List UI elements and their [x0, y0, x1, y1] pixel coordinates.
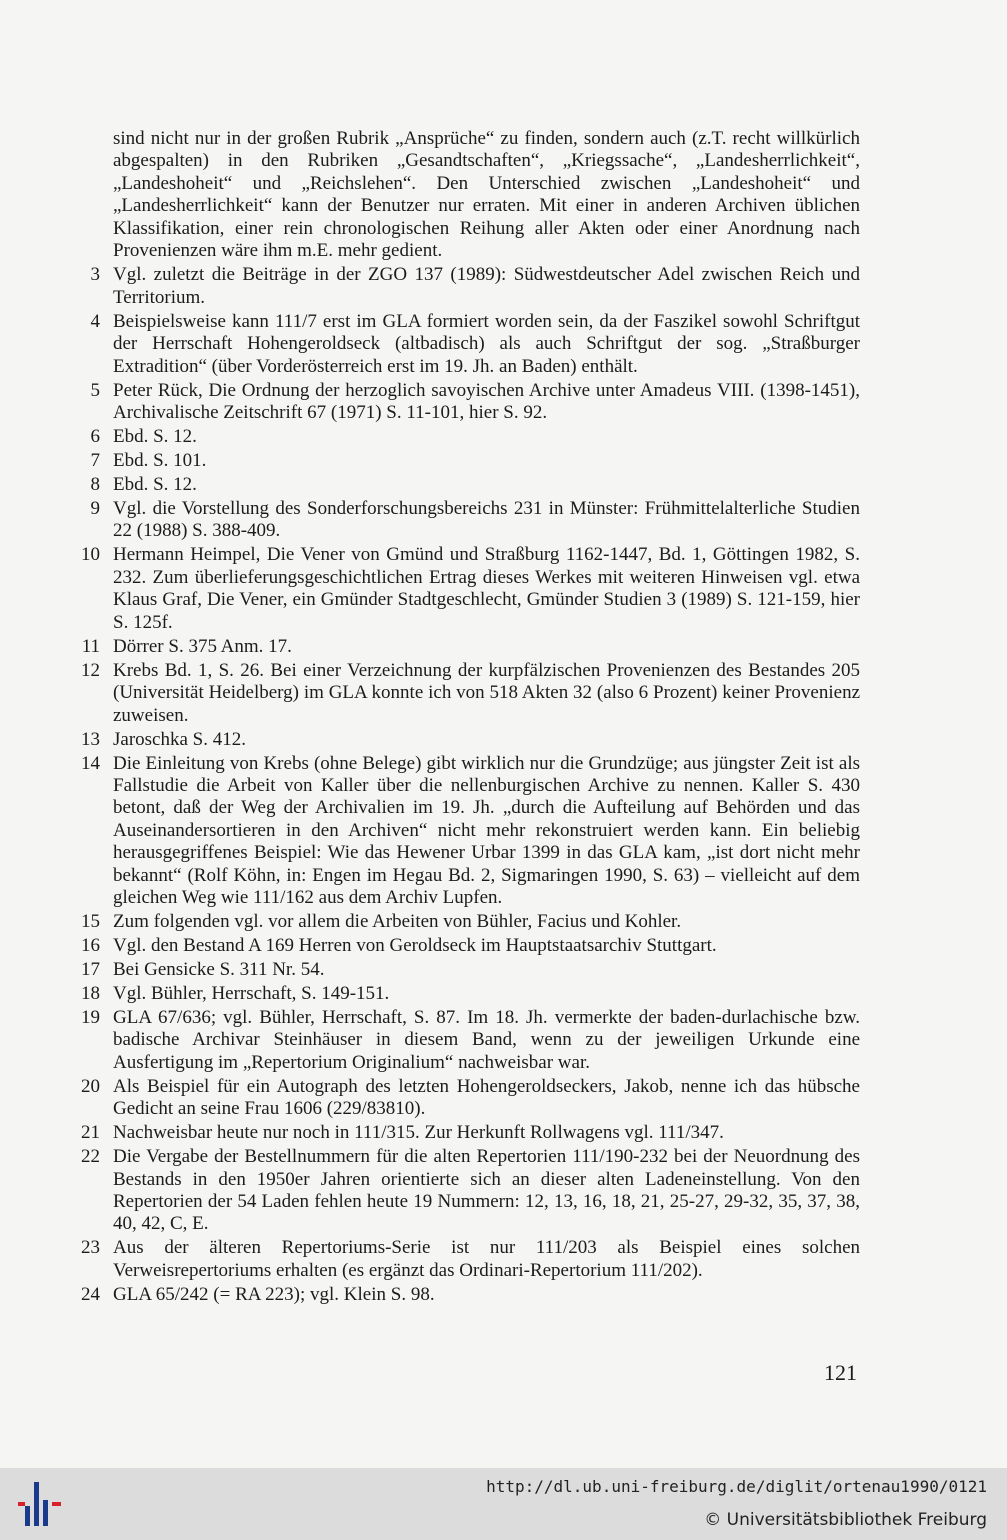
footnote-text: Vgl. zuletzt die Beiträge in der ZGO 137 (1989): Südwestdeutscher Adel zwischen Reich und Territorium.	[113, 264, 860, 308]
footnote-22	[70, 1146, 860, 1236]
footnote-text: Als Beispiel für ein Autograph des letzten Hohengeroldseckers, Jakob, nenne ich das hübsche Gedicht an seine Frau 1606 (229/83810).	[113, 1075, 860, 1120]
footnote-number: 22	[81, 1146, 100, 1168]
footnote-text: Ebd. S. 101.	[113, 450, 207, 472]
footnote-16	[70, 935, 860, 957]
footnote-text: Die Vergabe der Bestellnummern für die alten Repertorien 111/190-232 bei der Neuordnung des Bestands in den 1950er Jahren orientierte sich an dieser alten Ladeneinstellung. Von den Repertorien der 54 Laden fehlen heute 19 Nummern: 12, 13, 16, 18, 21, 25-27, 29-32, 35, 37, 38, 40, 42, C, E.	[113, 1146, 860, 1235]
footnote-number: 15	[81, 910, 100, 932]
footnote-text: Vgl. den Bestand A 169 Herren von Geroldseck im Hauptstaatsarchiv Stuttgart.	[113, 934, 717, 956]
footnote-21	[70, 1122, 860, 1144]
footnotes	[70, 128, 860, 1308]
footnote-number: 4	[90, 310, 100, 332]
footnote-9	[70, 498, 860, 543]
footnote-7	[70, 450, 860, 472]
footnote-number: 23	[81, 1237, 100, 1259]
footnote-text: Die Einleitung von Krebs (ohne Belege) gibt wirklich nur die Grundzüge; aus jüngster Zeit ist als Fallstudie die Arbeit von Kaller über die nellenburgischen Archive zu nennen. Kaller S. 430 betont, daß der Weg der Archivalien im 19. Jh. „durch die Aufteilung auf Behörden und das Auseinandersortieren in den Archiven“ nicht mehr rekonstruiert werden kann. Ein beliebig herausgegriffenes Beispiel: Wie das Hewener Urbar 1399 in das GLA kam, „ist dort nicht mehr bekannt“ (Rolf Köhn, in: Engen im Hegau Bd. 2, Sigmaringen 1990, S. 63) – vielleicht auf dem gleichen Weg wie 111/162 aus dem Archiv Lupfen.	[113, 752, 860, 908]
footnote-text: GLA 65/242 (= RA 223); vgl. Klein S. 98.	[113, 1283, 435, 1305]
footnote-23	[70, 1237, 860, 1282]
footnote-text: Jaroschka S. 412.	[113, 728, 246, 750]
footnote-text: Hermann Heimpel, Die Vener von Gmünd und Straßburg 1162-1447, Bd. 1, Göttingen 1982, S. 232. Zum überlieferungsgeschichtlichen Ertrag dieses Werkes mit weiteren Hinweisen vgl. etwa Klaus Graf, Die Vener, ein Gmünder Stadtgeschlecht, Gmünder Studien 3 (1989) S. 121-159, hier S. 125f.	[113, 544, 860, 633]
footnote-10	[70, 544, 860, 634]
footnote-number: 8	[90, 474, 100, 496]
ub-freiburg-logo-icon	[16, 1478, 66, 1530]
footnote-19	[70, 1007, 860, 1074]
footnote-20	[70, 1076, 860, 1121]
copyright-notice: © Universitätsbibliothek Freiburg	[704, 1510, 987, 1530]
footnote-number: 9	[90, 498, 100, 520]
footnote-text: Krebs Bd. 1, S. 26. Bei einer Verzeichnung der kurpfälzischen Provenienzen des Bestandes 205 (Universität Heidelberg) im GLA konnte ich von 518 Akten 32 (also 6 Prozent) keiner Provenienz zuweisen.	[113, 659, 860, 726]
footnote-24	[70, 1284, 860, 1306]
footnote-number: 12	[81, 659, 100, 681]
footnote-text: Vgl. die Vorstellung des Sonderforschungsbereichs 231 in Münster: Frühmittelalterliche Studien 22 (1988) S. 388-409.	[113, 498, 860, 542]
footnote-15	[70, 911, 860, 933]
footnote-text: Beispielsweise kann 111/7 erst im GLA formiert worden sein, da der Faszikel sowohl Schriftgut der Herrschaft Hohengeroldseck (altbadisch) als auch Schriftgut der sog. „Straßburger Extradition“ (über Vorderösterreich erst im 19. Jh. an Baden) enthält.	[113, 310, 860, 377]
footnote-text: Ebd. S. 12.	[113, 426, 197, 448]
page-number: 121	[824, 1360, 857, 1385]
footnote-number: 7	[90, 450, 100, 472]
footnote-18	[70, 983, 860, 1005]
footnote-text: Zum folgenden vgl. vor allem die Arbeiten von Bühler, Facius und Kohler.	[113, 910, 682, 932]
footnote-8	[70, 474, 860, 496]
footnote-number: 10	[81, 544, 100, 566]
footnote-text: Ebd. S. 12.	[113, 474, 197, 496]
footnote-list	[70, 264, 860, 1306]
footnote-number: 20	[81, 1075, 100, 1097]
footnote-continuation: sind nicht nur in der großen Rubrik „Ansprüche“ zu finden, sondern auch (z.T. recht willkürlich abgespalten) in den Rubriken „Gesandtschaften“, „Kriegssache“, „Landesherrlichkeit“, „Landeshoheit“ und „Reichslehen“. Den Unterschied zwischen „Landeshoheit“ und „Landesherrlichkeit“ kann der Benutzer nur erraten. Mit einer in anderen Archiven üblichen Klassifikation, einer rein chronologischen Reihung aller Akten oder einer Anordnung nach Provenienzen wäre ihm m.E. mehr gedient.	[113, 128, 860, 262]
footnote-number: 3	[90, 264, 100, 286]
footnote-number: 14	[81, 752, 100, 774]
footnote-number: 6	[90, 426, 100, 448]
footnote-6	[70, 426, 860, 448]
footnote-text: Bei Gensicke S. 311 Nr. 54.	[113, 958, 325, 980]
footnote-text: Dörrer S. 375 Anm. 17.	[113, 635, 292, 657]
footnote-number: 16	[81, 934, 100, 956]
footnote-3	[70, 264, 860, 309]
footnote-text: Aus der älteren Repertoriums-Serie ist nur 111/203 als Beispiel eines solchen Verweisrepertoriums erhalten (es ergänzt das Ordinari-Repertorium 111/202).	[113, 1237, 860, 1281]
footnote-12	[70, 660, 860, 727]
footnote-14	[70, 753, 860, 910]
footnote-11	[70, 636, 860, 658]
footnote-number: 19	[81, 1006, 100, 1028]
source-url-link[interactable]: http://dl.ub.uni-freiburg.de/diglit/ortenau1990/0121	[486, 1477, 987, 1496]
footer-bar	[0, 1468, 1007, 1540]
footnote-number: 11	[81, 635, 100, 657]
footnote-number: 18	[81, 982, 100, 1004]
footnote-number: 13	[81, 728, 100, 750]
footnote-text: Vgl. Bühler, Herrschaft, S. 149-151.	[113, 982, 390, 1004]
footnote-13	[70, 729, 860, 751]
footnote-4	[70, 311, 860, 378]
footnote-text: Nachweisbar heute nur noch in 111/315. Zur Herkunft Rollwagens vgl. 111/347.	[113, 1122, 724, 1144]
footnote-number: 5	[90, 379, 100, 401]
footnote-number: 24	[81, 1283, 100, 1305]
footnote-text: Peter Rück, Die Ordnung der herzoglich savoyischen Archive unter Amadeus VIII. (1398-1451), Archivalische Zeitschrift 67 (1971) S. 11-101, hier S. 92.	[113, 379, 860, 424]
footnote-text: GLA 67/636; vgl. Bühler, Herrschaft, S. 87. Im 18. Jh. vermerkte der baden-durlachische bzw. badische Archivar Steinhäuser in diesem Band, wenn zu der jeweiligen Urkunde eine Ausfertigung im „Repertorium Originalium“ nachweisbar war.	[113, 1006, 860, 1073]
footnote-number: 17	[81, 958, 100, 980]
footnote-number: 21	[81, 1122, 100, 1144]
footnote-5	[70, 380, 860, 425]
footnote-17	[70, 959, 860, 981]
